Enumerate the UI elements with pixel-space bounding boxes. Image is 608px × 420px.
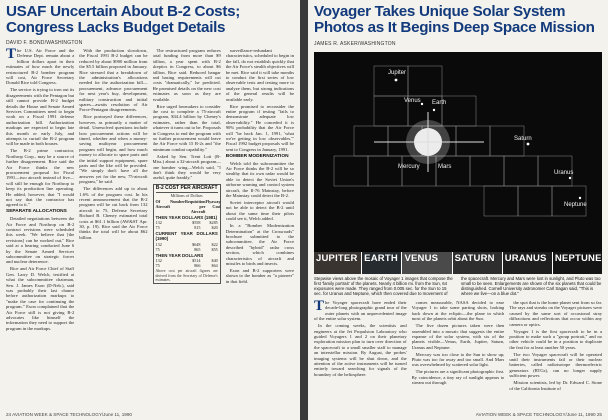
table-section-label: THEN YEAR DOLLARS [155,252,204,258]
planet-dot [569,177,571,179]
voyager-paragraph: he Voyager spacecraft have ended their decade-long photographic grand tour of the outer planets with an unprecedented image of the entire solar system. [314,300,407,322]
caption-columns [314,276,602,296]
frame-earth [362,252,402,274]
b2-paragraph: Soviet interceptor aircraft would not be able to detect the B-2 until about the same time their pilots could see it, Welch added. [225,199,294,222]
table-header-row [155,198,221,214]
frame-neptune [553,252,602,274]
table-header-cell: Number [170,198,185,204]
table-footnote: Above cost per aircraft figures are derived from the Secretary of Defense's estimates. [155,269,218,282]
b2-headline-line1: USAF Uncertain About B-2 Costs; [6,3,240,20]
planet-dot [579,197,581,199]
table-header-cell: Requisition per Aircraft [184,198,206,214]
planet-enlargement-strip [314,252,602,274]
voyager-article-columns [314,300,602,406]
photo-caption [314,276,602,296]
voyager-paragraph: The five dozen pictures taken were then assembled into a mosaic that suggests the entire expanse of the solar system, with six of the planets visible—Venus, Earth, Jupiter, Saturn, Uranus and Neptune. [411,323,505,350]
b2-column-3 [153,48,221,406]
planet-label: Neptune [564,202,587,208]
voyager-headline-line1: Voyager Takes Unique Solar System [314,3,566,20]
planet-label: Venus [404,98,421,104]
voyager-paragraph: The pictures are a significant photographic first. By coincidence, a tiny ray of sunlight appears to stream out through [411,369,505,386]
table-section-label: CURRENT YEAR DOLLARS (1990) [155,230,218,242]
table-title: B-2 COST PER AIRCRAFT [156,186,218,193]
table-row [156,263,218,268]
table-cell: 75 [155,246,160,252]
b2-byline: DAVID F. BOND/WASHINGTON [6,40,83,46]
drop-cap: T [6,48,17,62]
b2-paragraph: surveillance-redundant characteristics, scheduled to begin in the fall, do not establish quickly that the Air Force's stealth objectives will be met. Rice said it will take months to conduct the first series of low observable tests and testing more to analyze them, but strong indications of the general results will be available early. [225,48,294,102]
table-cell: 132 [155,258,162,264]
voyager-byline: JAMES R. ASKER/WASHINGTON [314,41,396,47]
b2-paragraph: The B-2 prime contractor, Northrop Corp., may be a source of further disagreement. Rice said the Air Force thinks the new procurement proposal for Fiscal 1991—two aircraft instead of five—will still be enough for Northrop to keep its production line operating. He added, however, that "I would not say that the contractor has agreed to it." [6,148,75,208]
table-row [156,247,218,252]
b2-paragraph: The restructured program reduces total funding from more than $9 billion, a year spent with B-2 skeptics in Congress, to about $6 billion, Rice said. Reduced hangar and basing requirements will cut costs "dramatically," he predicted. He promised details on the new cost estimates as soon as they are available. [152,48,221,102]
planet-dot [421,103,423,105]
b2-paragraph: In a "Bomber Modernization Determination" at the Crossroads" brochure submitted to the subcommittee, the Air Force described "hybrid" radar cross section, which combines characteristics of aircraft and missiles to birds and insects. [225,223,294,266]
caption-left: Stepwise views above the mosaic of Voyager 1 images that compose the first 'family portrait' of the planets. Nearly 4 billion mi. from the Sun, 64 exposures were made. They ranged from 0.005 sec. for the Sun to 15 sec. for Uranus and Neptune, which then covered due to movement of [314,276,453,297]
frame-jupiter [314,252,362,274]
voyager-column-1 [314,300,407,406]
b2-paragraph: he U.S. Air Force and the Defense Dept. remain about a billion dollars apart in their estimates of how much the newly restructured B-2 bomber program will cost, Air Force Secretary Donald Rice told Congress. [6,48,75,86]
b2-cost-table [153,184,221,285]
voyager-headline-line2: Photos as It Begins Deep Space Mission [314,19,595,36]
table-section-label: THEN YEAR DOLLARS (1981) [155,214,218,220]
frame-venus [402,252,452,274]
voyager-paragraph: the spot that is the home planet sent from so far. The rays and streaks on the Voyager pictures were caused by the same sort of occasional stray diffractions and reflections that occur within any camera or optics. [509,300,603,327]
b2-headline-line2: Congress Lacks Budget Details [6,19,226,36]
frame-label: EARTH [364,253,398,264]
b2-paragraph: Asked by Sen. Trent Lott (R-Miss.) about a 32-aircraft program—one bomber wing—Welch said, "I don't think they would be very useful, quite frankly." [152,153,221,181]
table-cell: 75 [155,263,160,269]
b2-paragraph: With the production slowdown, the Fiscal 1991 B-2 budget can be reduced by about $900 million from the $5.5 billion proposed in January. Rice stressed that a breakdown of the administration's allocations needed for the authorization bill—procurement, advance procurement for next year's buy, development, military construction and initial spares—awaits resolution of Air Force-Pentagon disagreements. [79,48,148,113]
frame-label: JUPITER [316,253,358,264]
table-subtitle: Millions of Dollars [170,193,203,199]
table-cell: $514 [192,258,201,264]
frame-label: URANUS [504,253,547,264]
table-cell: 865 [194,246,201,252]
b2-paragraph: Exon and B-2 supporters were shown to the bomber as "a pioneer" in that field. [225,267,294,284]
table-cell: 132 [155,219,162,225]
b2-column-2 [79,48,147,406]
b2-paragraph: Rice and Air Force Chief of Staff Gen. Larry D. Welch, testified at what the subcommittee chairman, Sen. J. James Exon (D-Neb.), said was probably their last chance before authorization markups to "make the case for continuing the program." Exon complained that the Air Force still is not giving B-2 advocates like himself the information they need to support the program in the markups. [6,266,75,331]
solar-system-photo [314,52,602,274]
frame-label: NEPTUNE [554,253,602,264]
b2-subhead: BOMBER MODERNIZATION [225,153,289,159]
planet-label: Mars [438,164,452,170]
voyager-headline [314,4,602,36]
table-row [156,225,218,230]
right-page-footer: AVIATION WEEK & SPACE TECHNOLOGY/June 11, 1990 25 [475,412,602,417]
b2-paragraph: Welch told the subcommittee the Air Force thinks the B-2 will be so stealthy that its own radar would be able to detect the Soviet Union's airborne warning and control system aircraft, the Il-76 Mainstay, before the Mainstay could detect the B-2. [225,160,294,199]
voyager-paragraph: comes measurable, NASA decided to ease Voyager 1 to take some parting shots, looking back down at the ecliptic—the plane in which most of the planets orbit about the Sun. [411,300,505,322]
table-cell: $285 [209,219,218,225]
planet-label: Saturn [514,136,532,142]
b2-paragraph: Detailed negotiations between the Air Force and Northrop on B-2 contract revisions were scheduled this week. "We believe that [the revisions] can be worked out," Rice said at a hearing conducted June 6 by the Senate Armed Services subcommittee on strategic forces and nuclear deterrence. [6,216,75,265]
b2-paragraph: Rice portrayed these differences, however, as primarily a matter of detail. Unresolved questions include how procurement actions will be timed, whether and when a money-saving multiyear procurement program will begin, and how much money to allocate to spare parts and the initial support equipment, spare parts and the like will be provided. "We simply don't have all the answers yet for the new, 75-aircraft program," he said. [79,114,148,185]
table-cell: $648 [192,241,201,247]
b2-paragraph: The service is trying to iron out its disagreements with the Pentagon but still cannot provide B-2 budget details the House and Senate Armed Services Committees need to begin work on a Fiscal 1991 defense authorization bill. Authorization markups are expected to begin late this month or early July, and attempts to curtail the B-2 program will be made in both houses. [6,87,75,147]
planet-label: Earth [432,100,447,106]
table-cell: $55 [211,246,218,252]
planet-label: Mercury [398,164,420,170]
b2-column-4 [226,48,294,406]
voyager-paragraph: Voyager 1 is the first spacecraft to be in a position to make such a "group portrait," and no other vehicle could be in a position to duplicate the feat for at least another 50 years. [509,328,603,350]
table-cell: 75 [155,224,160,230]
b2-headline [6,4,294,36]
b2-article-columns [6,48,294,406]
page-gutter [300,0,308,420]
b2-paragraph: Rice promised to reconsider the entire program if testing "fails to demonstrate adequate low observability." He conceded it is 90% probability that the Air Force will "be back Jan. 1, 1991, 'what we're getting in low observables.'" Fiscal 1992 budget proposals will be sent to Congress in January, 1991. [225,103,294,152]
frame-uranus [503,252,553,274]
voyager-paragraph: In the coming weeks, the scientists and engineers at the Jet Propulsion Laboratory who guided Voyagers 1 and 2 on their planetary exploration mission plan to turn over direction of the spacecraft to a small smaller staff to manage an interstellar mission. By August, the probes' imaging systems will be shut down, and the attention of the active instruments will be turned entirely toward searching for signals of the boundary of the heliosphere. [314,323,407,377]
table-cell: $558 [192,219,201,225]
planet-dot [433,109,435,111]
drop-cap: T [314,300,325,314]
b2-column-1 [6,48,74,406]
planet-label: Jupiter [388,70,407,76]
photo-mosaic-svg [314,52,602,252]
frame-label: SATURN [454,253,495,264]
table-cell: 815 [194,224,201,230]
voyager-paragraph: Mission scientists, led by Dr. Edward C. Stone of the California Institute of [509,380,603,391]
table-cell: $64 [211,263,218,269]
table-header-cell: Flyaway Cost [205,198,221,209]
table-cell: 866 [194,263,201,269]
voyager-paragraph: The two Voyager spacecraft will be operated until their instruments fail or their nuclear batteries, called radioisotope thermoelectric generators (RTGs), can no longer supply sufficient power. [509,351,603,379]
table-cell: $40 [211,258,218,264]
frame-label: VENUS [404,253,439,264]
right-page [308,0,608,420]
planet-dot [527,143,530,146]
b2-paragraph: The differences add up to about 1.6% of the program cost. In his recent announcement that the B-2 program will be cut back from 132 aircraft to 75, Defense Secretary Richard B. Cheney estimated total costs at $61.1 billion (AW&ST Apr. 30, p. 19). Rice said the Air Force thinks the total will be about $62 billion. [79,186,148,240]
left-page-footer: 24 AVIATION WEEK & SPACE TECHNOLOGY/June 11, 1990 [6,412,132,417]
frame-saturn [453,252,503,274]
table-cell: $22 [211,241,218,247]
b2-subhead: SEPARATE ALLOCATIONS [6,209,67,215]
planet-dot [395,79,398,82]
b2-paragraph: Rice urged lawmakers to consider the cost to complete a 75-aircraft program, $34.4 billion by Cheney's estimates, rather than the total, whatever it turns out to be. Proposals in Congress to end the program with no further procurement would leave the Air Force with 15 B-2s and "the minimum combat capability." [152,103,221,152]
voyager-paragraph: Mercury was too close to the Sun to show up; Pluto was too far away and too small. And Mars was overwhelmed by scattered solar light. [411,351,505,368]
voyager-column-2 [412,300,505,406]
voyager-column-3 [509,300,602,406]
caption-right: the spacecraft. Mercury and Mars were lost in sunlight, and Pluto was too small to be seen. Enlargements are shown of the six planets that could be distinguished. Cornell University astronomer Carl Sagan said, "This is where we live—on a blue dot." [461,276,602,297]
table-cell: 132 [155,241,162,247]
table-cell: $20 [211,224,218,230]
table-header-cell: Of Aircraft [155,198,171,209]
planet-label: Uranus [554,170,574,176]
left-page [0,0,300,420]
